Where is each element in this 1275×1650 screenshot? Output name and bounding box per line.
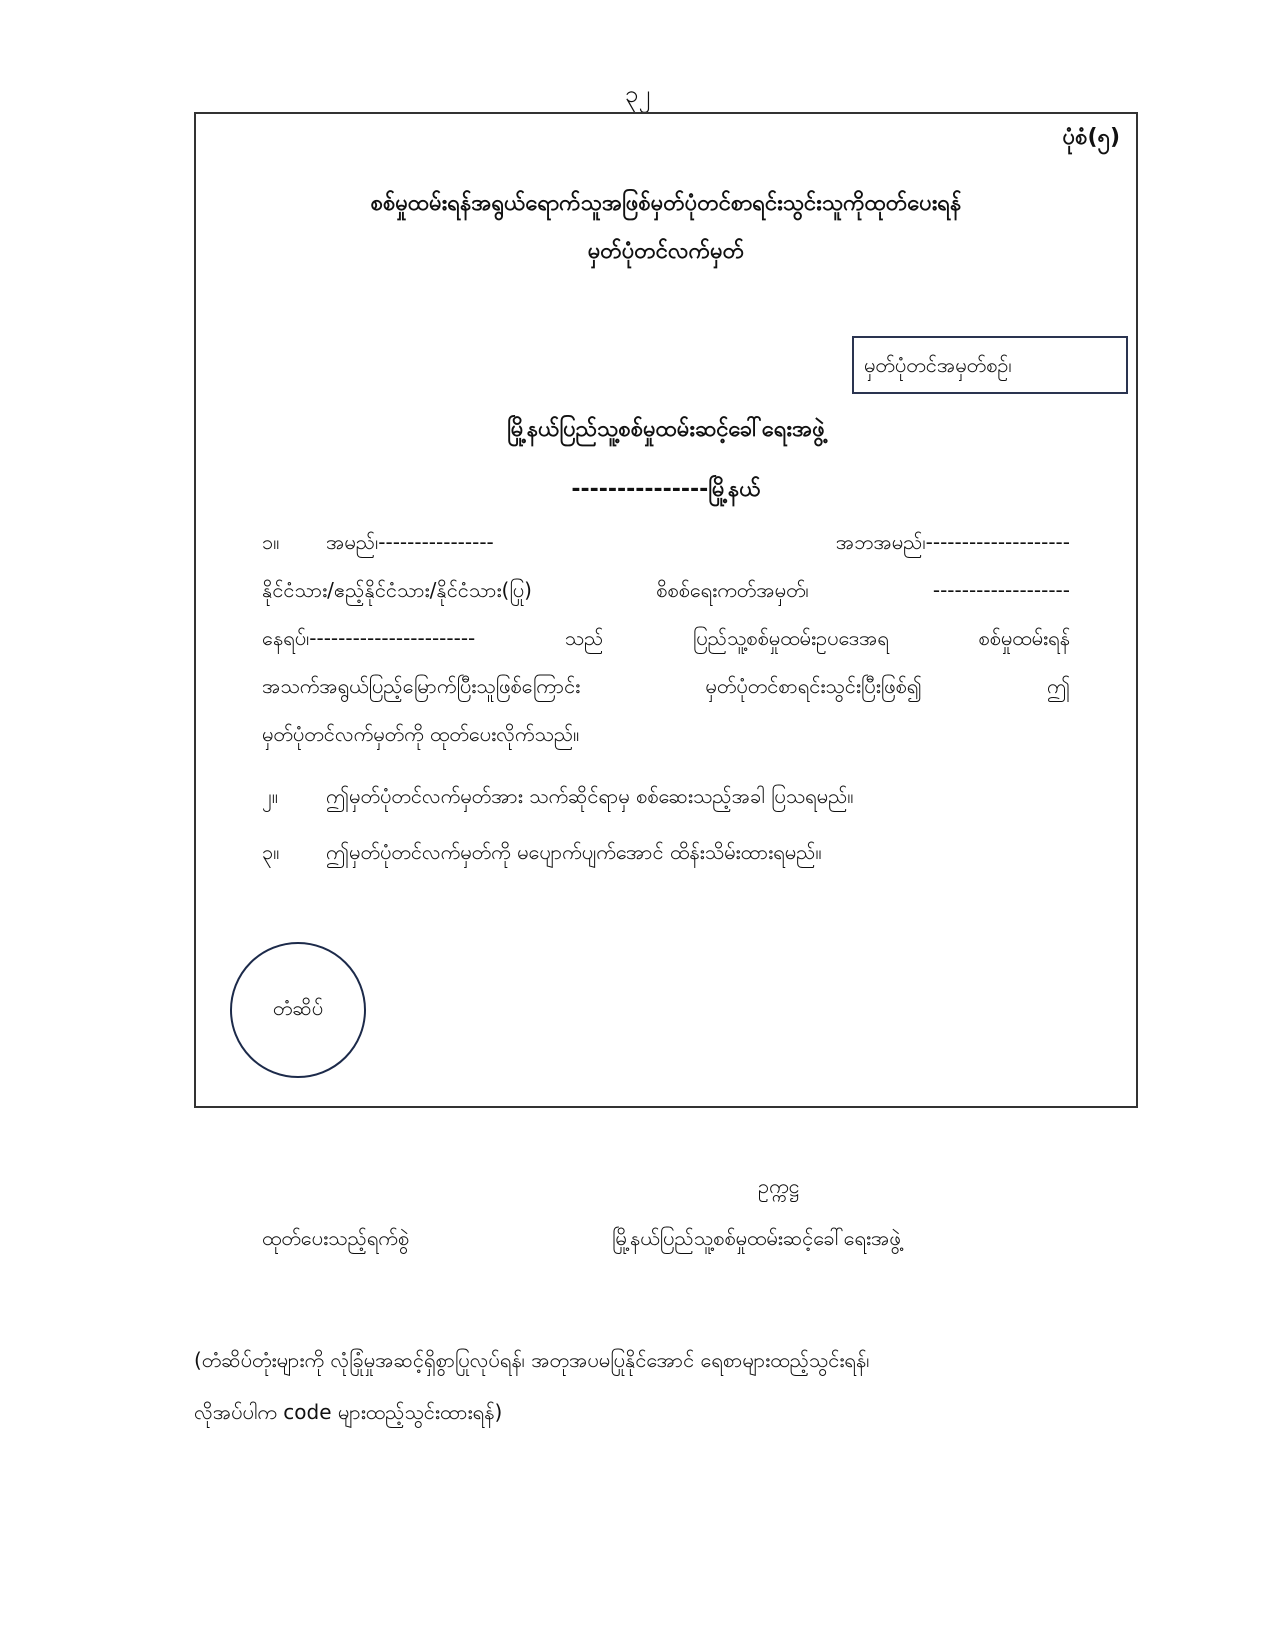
registration-certificate-form xyxy=(194,112,1138,1108)
form-number: ပုံစံ(၅) xyxy=(1062,125,1120,150)
citizenship-label: နိုင်ငံသား/ဧည့်နိုင်ငံသား/နိုင်ငံသား(ပြု) xyxy=(262,578,532,602)
nrc-field: ------------------- xyxy=(932,578,1070,602)
organization-name: မြို့နယ်ပြည်သူ့စစ်မှုထမ်းဆင့်ခေါ်ရေးအဖွဲ့ xyxy=(507,417,825,442)
para1-word: မှတ်ပုံတင်စာရင်းသွင်းပြီးဖြစ်၍ xyxy=(705,674,922,698)
para1-word: ဤ xyxy=(1046,674,1070,698)
form-title: စစ်မှုထမ်းရန်အရွယ်ရောက်သူအဖြစ်မှတ်ပုံတင်စာရင်းသွင်းသူကိုထုတ်ပေးရန် xyxy=(370,191,962,216)
father-name-field: အဘအမည်၊-------------------- xyxy=(835,530,1070,554)
para1-line1 xyxy=(262,518,1070,566)
para1-line3 xyxy=(262,614,1070,662)
form-subtitle: မှတ်ပုံတင်လက်မှတ် xyxy=(587,239,745,264)
name-field xyxy=(262,518,494,566)
footnote-line2: လိုအပ်ပါက code များထည့်သွင်းထားရန်) xyxy=(194,1400,503,1424)
issue-date-label: ထုတ်ပေးသည့်ရက်စွဲ xyxy=(262,1226,410,1250)
para1-line5: မှတ်ပုံတင်လက်မှတ်ကို ထုတ်ပေးလိုက်သည်။ xyxy=(262,722,580,746)
seal-placeholder xyxy=(230,942,366,1078)
para1-line2 xyxy=(262,566,1070,614)
seal-label: တံဆိပ် xyxy=(272,996,324,1020)
para3-text: ဤမှတ်ပုံတင်လက်မှတ်ကို မပျောက်ပျက်အောင် ထိန်းသိမ်းထားရမည်။ xyxy=(326,840,822,864)
para2 xyxy=(262,772,853,820)
para3 xyxy=(262,828,822,876)
para-number: ၃။ xyxy=(262,840,280,864)
footnote-line1: (တံဆိပ်တုံးများကို လုံခြုံမှုအဆင့်ရှိစွာပြုလုပ်ရန်၊ အတုအပမပြုနိုင်အောင် ရေစာများထည့်သွင်းရန်၊ xyxy=(194,1348,870,1372)
para-number: ၂။ xyxy=(262,784,278,808)
nrc-label: စိစစ်ရေးကတ်အမှတ်၊ xyxy=(656,578,809,602)
para1-word: သည် xyxy=(564,626,604,650)
signature-organization: မြို့နယ်ပြည်သူ့စစ်မှုထမ်းဆင့်ခေါ်ရေးအဖွဲ့ xyxy=(612,1226,901,1250)
chairman-title: ဥက္ကဋ္ဌ xyxy=(758,1174,800,1198)
registration-number-box: မှတ်ပုံတင်အမှတ်စဉ်၊ xyxy=(852,336,1128,394)
para1-word: စစ်မှုထမ်းရန် xyxy=(978,626,1070,650)
page-number: ၃၂ xyxy=(624,80,651,108)
para1-word: အသက်အရွယ်ပြည့်မြောက်ပြီးသူဖြစ်ကြောင်း xyxy=(262,674,581,698)
para2-text: ဤမှတ်ပုံတင်လက်မှတ်အား သက်ဆိုင်ရာမှ စစ်ဆေးသည့်အခါ ပြသရမည်။ xyxy=(326,784,854,808)
township-field: ---------------မြို့နယ် xyxy=(571,477,761,502)
para1-word: ပြည်သူ့စစ်မှုထမ်းဥပဒေအရ xyxy=(692,626,889,650)
name-label: အမည်၊---------------- xyxy=(326,530,494,554)
address-field: နေရပ်၊----------------------- xyxy=(262,626,476,650)
para-number: ၁။ xyxy=(262,530,280,554)
para1-line4 xyxy=(262,662,1070,710)
